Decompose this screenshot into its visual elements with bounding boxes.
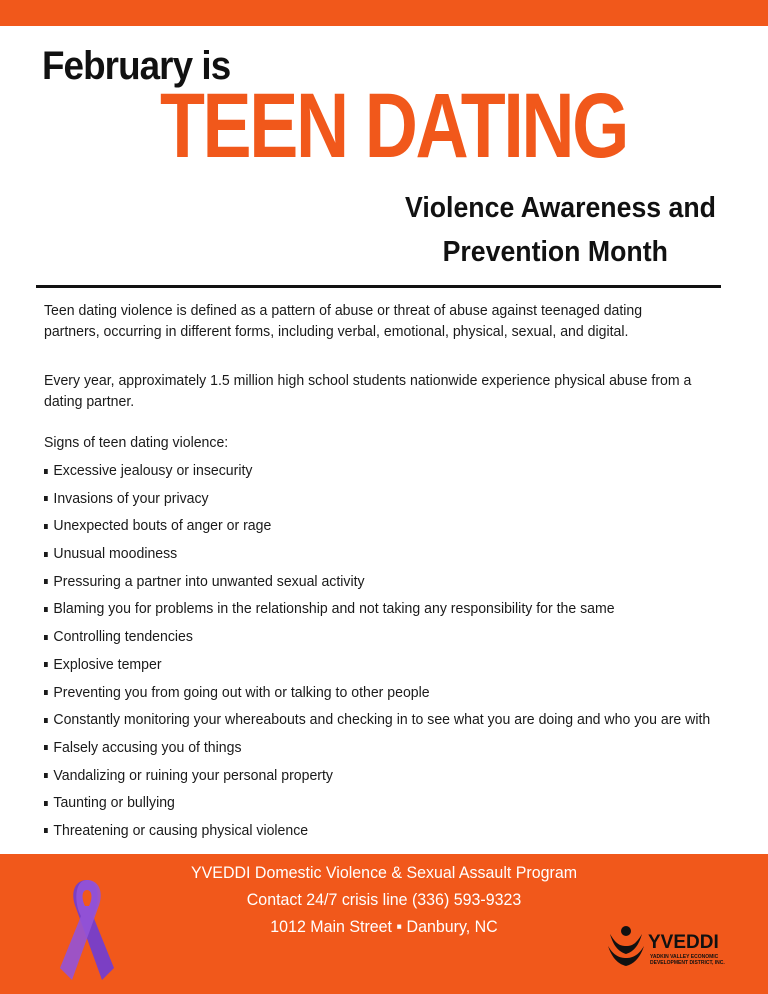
list-item: Vandalizing or ruining your personal property	[44, 765, 710, 793]
signs-list	[44, 460, 753, 848]
footer-program-name: YVEDDI Domestic Violence & Sexual Assault Program	[190, 863, 578, 882]
bullet-icon	[44, 496, 48, 501]
footer-address: 1012 Main Street ▪ Danbury, NC	[270, 917, 498, 936]
list-item: Explosive temper	[44, 654, 710, 682]
logo-name: YVEDDI	[648, 932, 719, 953]
bullet-icon	[44, 524, 48, 529]
list-item: Threatening or causing physical violence	[44, 820, 710, 848]
bullet-icon	[44, 718, 48, 723]
headline-violence-awareness: Violence Awareness and	[405, 192, 716, 224]
yveddi-logo	[606, 924, 736, 974]
statistic-paragraph: Every year, approximately 1.5 million high school students nationwide experience physical abuse from a dating partner.	[44, 372, 692, 410]
bullet-icon	[44, 635, 48, 640]
bullet-icon	[44, 828, 48, 833]
list-item: Taunting or bullying	[44, 792, 710, 820]
list-item: Excessive jealousy or insecurity	[44, 460, 710, 488]
signs-heading: Signs of teen dating violence:	[44, 434, 229, 451]
yveddi-logo-icon	[606, 924, 646, 970]
bullet-icon	[44, 552, 48, 557]
bullet-icon	[44, 662, 48, 667]
bullet-icon	[44, 690, 48, 695]
bullet-icon	[44, 607, 48, 612]
headline-teen-dating: TEEN DATING	[160, 75, 627, 177]
bullet-icon	[44, 579, 48, 584]
list-item: Blaming you for problems in the relationship and not taking any responsibility for the same	[44, 598, 710, 626]
list-item: Unusual moodiness	[44, 543, 710, 571]
bullet-icon	[44, 773, 48, 778]
bullet-icon	[44, 469, 48, 474]
list-item: Invasions of your privacy	[44, 488, 710, 516]
bullet-icon	[44, 801, 48, 806]
top-accent-bar	[0, 0, 768, 26]
list-item: Pressuring a partner into unwanted sexual activity	[44, 571, 710, 599]
headline-february: February is	[42, 44, 231, 88]
divider-rule	[36, 285, 721, 288]
list-item: Constantly monitoring your whereabouts and checking in to see what you are doing and who you are with	[44, 709, 710, 737]
logo-tagline: YADKIN VALLEY ECONOMIC DEVELOPMENT DISTRICT, INC.	[650, 954, 725, 966]
footer-banner	[0, 854, 768, 994]
list-item: Controlling tendencies	[44, 626, 710, 654]
bullet-icon	[44, 745, 48, 750]
list-item: Unexpected bouts of anger or rage	[44, 515, 710, 543]
list-item: Preventing you from going out with or talking to other people	[44, 682, 710, 710]
definition-paragraph: Teen dating violence is defined as a pattern of abuse or threat of abuse against teenaged dating partners, occurring in different forms, including verbal, emotional, physical, sexual, and digital.	[44, 302, 643, 340]
headline-prevention-month: Prevention Month	[442, 236, 668, 268]
list-item: Falsely accusing you of things	[44, 737, 710, 765]
footer-crisis-line: Contact 24/7 crisis line (336) 593-9323	[246, 890, 522, 909]
